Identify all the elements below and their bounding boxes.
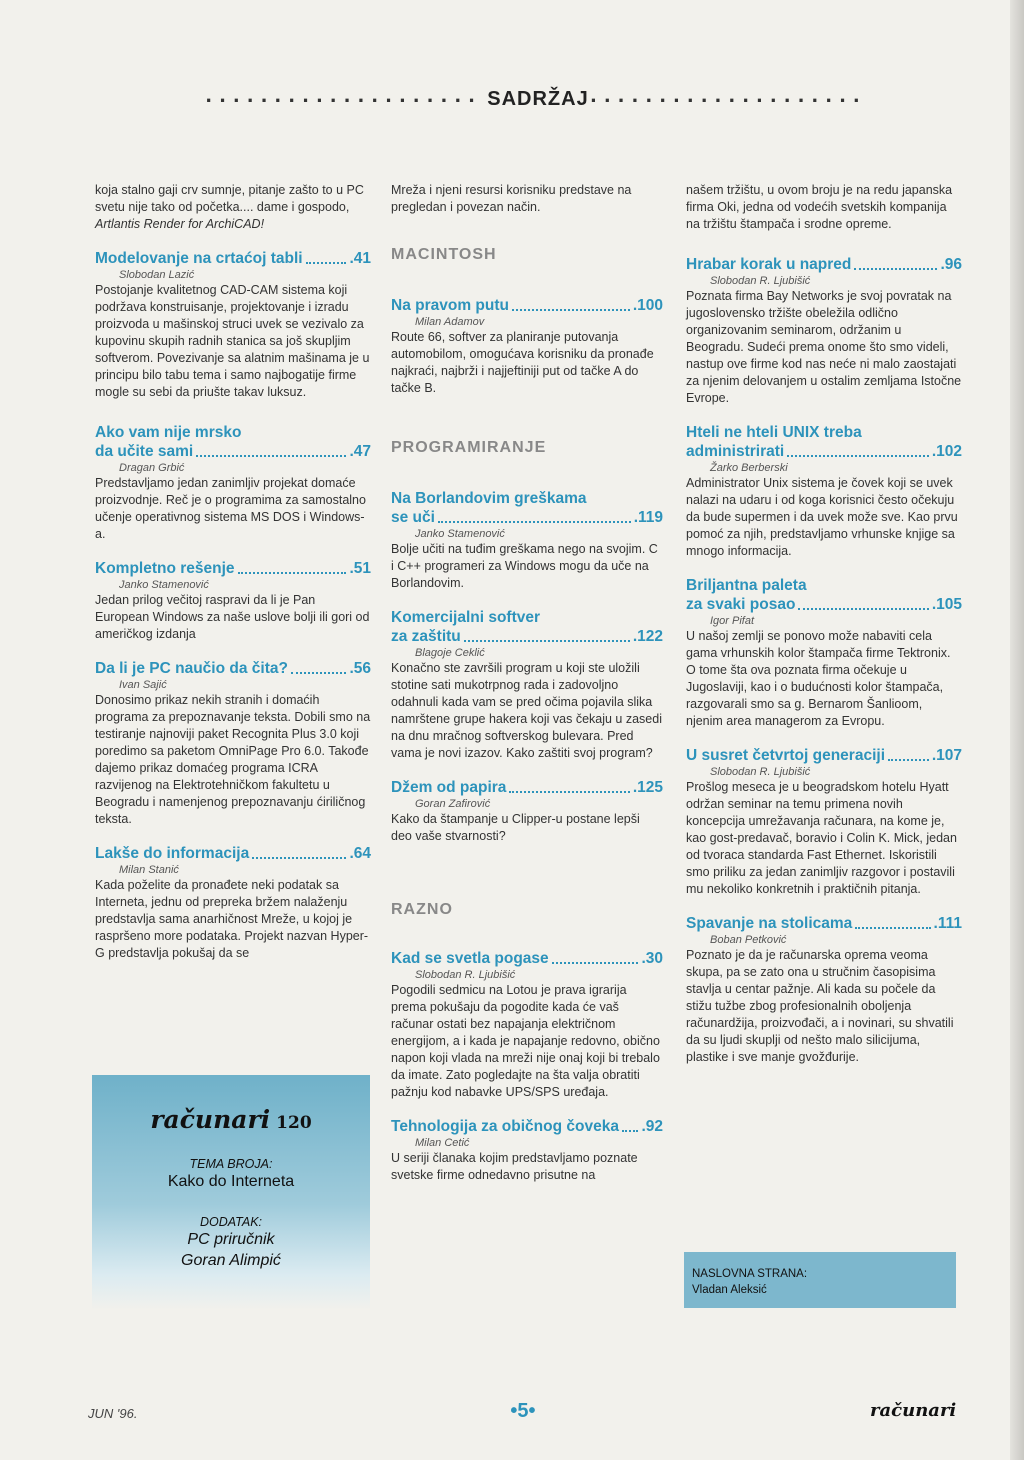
- section-heading-macintosh: MACINTOSH: [391, 246, 497, 263]
- page-number[interactable]: .92: [641, 1118, 663, 1135]
- page-number[interactable]: .125: [632, 779, 663, 796]
- dot-leader: [291, 672, 346, 674]
- entry-description: Postojanje kvalitetnog CAD-CAM sistema koji podržava konstruisanje, projektovanje i izradu proizvoda u mašinskoj struci uvek se vezivalo za kupovinu skupih radnih stanica sa još skupljim softverom. Povezivanje sa alatnim mašinama je u principu bilo tabu tema i samo najbogatije firme mogle su sebi da priušte takav luksuz.: [95, 283, 370, 399]
- entry-author: Goran Zafirović: [415, 798, 491, 810]
- footer-date: JUN '96.: [88, 1406, 138, 1421]
- entry-description: U našoj zemlji se ponovo može nabaviti cela gama vrhunskih kolor štampača firme Tektronix. O tome šta ova poznata firma očekuje u Jugoslaviji, kao i o budućnosti kolor štampača, razgovarali smo sa g. Bernarom Šanlioom, njenim area managerom za Evropu.: [686, 629, 951, 728]
- dot-leader: [855, 927, 930, 929]
- promo-addon-label: DODATAK:: [199, 1215, 263, 1229]
- toc-entry[interactable]: [391, 1117, 663, 1184]
- entry-title-line1[interactable]: Na Borlandovim greškama: [391, 490, 587, 507]
- entry-title-row[interactable]: [391, 1117, 663, 1136]
- entry-title-row[interactable]: [95, 844, 371, 863]
- entry-author: Boban Petković: [710, 934, 787, 946]
- entry-description: Predstavljamo jedan zanimljiv projekat domaće proizvodnje. Reč je o programima za samostalno učenje operativnog sistema MS DOS i Windows-a.: [95, 476, 366, 541]
- footer-logo: računari: [870, 1400, 957, 1421]
- dot-leader: [512, 309, 630, 311]
- page-title: SADRŽAJ: [487, 88, 589, 110]
- page-number[interactable]: .100: [632, 297, 663, 314]
- toc-entry[interactable]: [686, 746, 962, 898]
- column-3: [686, 182, 962, 1066]
- entry-description: Poznato je da je računarska oprema veoma skupa, pa se zato ona u stručnim časopisima stavlja u centar pažnje. Ali kada su počele da stižu tužbe zbog profesionalnih obolјenja računardžija, proizvođači, a i novinari, su shvatili da su ljudi skuplji od nešto malo silicijuma, plastike i sve manje gvožđurije.: [686, 948, 954, 1064]
- dot-leader: [306, 262, 347, 264]
- entry-title-row[interactable]: [686, 746, 962, 765]
- header-dots-left: ....................: [205, 86, 482, 107]
- dot-leader: [787, 455, 929, 457]
- entry-author: Žarko Berberski: [710, 462, 788, 474]
- entry-title[interactable]: Džem od papira: [391, 779, 507, 796]
- entry-description: Pogodili sedmicu na Lotou je prava igrarija prema pokušaju da pogodite kada će vaš računar ostati bez napajanja električnom energijom, a i kada je napajanje redovno, obično napon koji vlada na mreži nije onaj koji bi trebalo da imate. Zato pogledajte na šta valja obratiti pažnju kod nabavke UPS/SPS uređaja.: [391, 983, 660, 1099]
- dot-leader: [509, 791, 629, 793]
- entry-title-row[interactable]: [95, 559, 371, 578]
- entry-title-row[interactable]: [686, 595, 962, 614]
- page-number[interactable]: .107: [931, 747, 962, 764]
- entry-description: Kako da štampanje u Clipper-u postane lepši deo vaše stvarnosti?: [391, 812, 640, 843]
- dot-leader: [552, 962, 639, 964]
- entry-title-row[interactable]: [391, 508, 663, 527]
- page-number[interactable]: .56: [349, 660, 371, 677]
- entry-title-row[interactable]: [686, 255, 962, 274]
- entry-description: Bolje učiti na tuđim greškama nego na svojim. C i C++ programeri za Windows mogu da uče na Borlandovim.: [391, 542, 658, 590]
- toc-entry[interactable]: [95, 659, 371, 828]
- column-2-intro: Mreža i njeni resursi korisniku predstave na pregledan i povezan način.: [391, 183, 632, 214]
- page-number[interactable]: .41: [349, 250, 371, 267]
- entry-description: Konačno ste završili program u koji ste uložili stotine sati mukotrpnog rada i zadovoljno odahnuli kada vam se pred očima pojavila slika namrštene grupe hakera koji vas čekaju u zasedi na dnu mračnog softverskog bulevara. Pred vama je novi izazov. Kako zaštiti svoj program?: [391, 661, 662, 760]
- toc-entry[interactable]: [686, 914, 962, 1066]
- entry-author: Dragan Grbić: [119, 462, 185, 474]
- entry-description: Donosimo prikaz nekih stranih i domaćih programa za prepoznavanje teksta. Dobili smo na testiranje najnoviji paket Recognita Plus 3.0 koji poredimo sa paketom OmniPage Pro 6.0. Takođe dajemo prikaz domaćeg programa ICRA razvijenog na Elektrotehničkom fakultetu u Beogradu i namenjenog prepoznavanju ćiriličnog teksta.: [95, 693, 371, 826]
- entry-title[interactable]: za svaki posao: [686, 596, 796, 613]
- entry-author: Milan Cetić: [415, 1137, 470, 1149]
- entry-title-row[interactable]: [686, 914, 962, 933]
- entry-title[interactable]: administrirati: [686, 443, 785, 460]
- entry-title[interactable]: Spavanje na stolicama: [686, 915, 853, 932]
- entry-title-line1[interactable]: Briljantna paleta: [686, 577, 807, 594]
- promo-issue-number: 120: [276, 1113, 312, 1133]
- toc-entry[interactable]: [95, 844, 371, 962]
- entry-title[interactable]: Modelovanje na crtaćoj tabli: [95, 250, 303, 267]
- entry-title[interactable]: U susret četvrtoj generaciji: [686, 747, 885, 764]
- toc-entry[interactable]: [95, 559, 371, 643]
- entry-author: Janko Stamenović: [415, 528, 505, 540]
- cover-credit-box: [684, 1252, 956, 1308]
- column-2: [391, 182, 663, 1184]
- entry-title-row[interactable]: [95, 442, 371, 461]
- dot-leader: [854, 268, 937, 270]
- entry-author: Slobodan Lazić: [119, 269, 195, 281]
- page-number[interactable]: .30: [641, 950, 663, 967]
- entry-title[interactable]: Hrabar korak u napred: [686, 256, 852, 273]
- toc-entry[interactable]: [686, 576, 962, 730]
- cover-credit-label: NASLOVNA STRANA:: [692, 1268, 808, 1280]
- page-number[interactable]: .64: [349, 845, 371, 862]
- entry-author: Milan Adamov: [415, 316, 485, 328]
- dot-leader: [238, 572, 347, 574]
- entry-author: Milan Stanić: [119, 864, 179, 876]
- entry-title-row[interactable]: [686, 442, 962, 461]
- next-issue-promo: [92, 1075, 370, 1310]
- dot-leader: [888, 759, 929, 761]
- toc-entry[interactable]: [686, 255, 962, 407]
- toc-entry[interactable]: [391, 296, 663, 397]
- page-number[interactable]: .47: [349, 443, 371, 460]
- entry-title[interactable]: da učite sami: [95, 443, 194, 460]
- header-dots-right: ....................: [590, 86, 867, 107]
- entry-title[interactable]: Kompletno rešenje: [95, 560, 235, 577]
- page-edge: [1010, 0, 1024, 1460]
- entry-title[interactable]: Tehnologija za običnog čoveka: [391, 1118, 619, 1135]
- entry-author: Janko Stamenović: [119, 579, 209, 591]
- entry-title-line1[interactable]: Ako vam nije mrsko: [95, 424, 242, 441]
- entry-author: Ivan Sajić: [119, 679, 167, 691]
- toc-entry[interactable]: [391, 949, 663, 1101]
- intro-text: koja stalno gaji crv sumnje, pitanje zašto to u PC svetu nije tako od početka.... dame i gospodo,: [95, 183, 364, 214]
- promo-logo: računari: [150, 1105, 271, 1134]
- entry-title[interactable]: Da li je PC naučio da čita?: [95, 660, 288, 677]
- entry-description: Poznata firma Bay Networks je svoj povratak na jugoslovensko tržište obeležila odlično organizovanim seminarom, održanim u Beogradu. Sudeći prema onome što smo videli, nastup ove firme kod nas neće ni malo zaostajati za njenim delovanjem u ostalim zemljama Istočne Evrope.: [686, 289, 962, 405]
- column-3-intro: našem tržištu, u ovom broju je na redu japanska firma Oki, jedna od vodećih svetskih kompanija na tržištu štampača i srodne opreme.: [686, 183, 953, 231]
- section-heading-razno: RAZNO: [391, 901, 453, 918]
- promo-header: [92, 1105, 370, 1134]
- page-number[interactable]: .119: [633, 509, 663, 526]
- toc-entry[interactable]: [686, 423, 962, 560]
- entry-description: Route 66, softver za planiranje putovanja automobilom, omogućava korisniku da pronađe najkraći, najbrži i najjeftiniji put od tačke A do tačke B.: [391, 330, 654, 395]
- entry-title-row[interactable]: [391, 627, 663, 646]
- dot-leader: [438, 521, 631, 523]
- toc-entry[interactable]: [95, 249, 371, 401]
- toc-entry[interactable]: [391, 489, 663, 592]
- entry-author: Slobodan R. Ljubišić: [710, 766, 811, 778]
- entry-title[interactable]: Kad se svetla pogase: [391, 950, 549, 967]
- page-number[interactable]: .96: [940, 256, 962, 273]
- entry-description: Administrator Unix sistema je čovek koji se uvek nalazi na udaru i od koga korisnici često očekuju da bude supermen i da uvek može sve. Kao prvu pomoć za njih, predstavljamo vrhunske knjige sa mnogo informacija.: [686, 476, 958, 558]
- entry-description: Prošlog meseca je u beogradskom hotelu Hyatt održan seminar na temu primena novih koncepcija umrežavanja računara, na kome je, kao gost-predavač, boravio i Colin K. Mick, jedan od tvoraca standarda Fast Ethernet. Iskoristili smo priliku za jedan zanimljiv razgovor i postavili mu nekoliko konkretnih i praktičnih pitanja.: [686, 780, 957, 896]
- section-heading-programiranje: PROGRAMIRANJE: [391, 439, 547, 456]
- entry-description: Jedan prilog večitoj raspravi da li je Pan European Windows za naše uslove bolji ili gori od američkog izdanja: [95, 593, 370, 641]
- toc-entry[interactable]: [391, 778, 663, 845]
- intro-product-name: Artlantis Render for ArchiCAD!: [95, 217, 265, 231]
- promo-theme-label: TEMA BROJA:: [189, 1157, 273, 1171]
- entry-title-line1[interactable]: Hteli ne hteli UNIX treba: [686, 424, 862, 441]
- entry-title-row[interactable]: [391, 949, 663, 968]
- cover-credit-name: Vladan Aleksić: [692, 1284, 767, 1296]
- dot-leader: [464, 640, 630, 642]
- entry-description: U seriji članaka kojim predstavljamo poznate svetske firme odnedavno prisutne na: [391, 1151, 638, 1182]
- entry-author: Igor Pifat: [710, 615, 755, 627]
- page-number[interactable]: .105: [931, 596, 962, 613]
- entry-title-row[interactable]: [391, 296, 663, 315]
- entry-title-line1[interactable]: Komercijalni softver: [391, 609, 541, 626]
- column-1-intro: [95, 182, 371, 233]
- toc-entry[interactable]: [95, 423, 371, 543]
- entry-author: Slobodan R. Ljubišić: [415, 969, 516, 981]
- footer-page-number: •5•: [510, 1400, 536, 1422]
- entry-title[interactable]: za zaštitu: [391, 628, 461, 645]
- page-number[interactable]: .122: [632, 628, 663, 645]
- entry-title-row[interactable]: [391, 778, 663, 797]
- dot-leader: [196, 455, 346, 457]
- entry-author: Blagoje Ceklić: [415, 647, 485, 659]
- dot-leader: [798, 608, 928, 610]
- promo-addon-author: Goran Alimpić: [181, 1252, 281, 1269]
- entry-title[interactable]: Na pravom putu: [391, 297, 509, 314]
- column-1: [95, 182, 371, 962]
- entry-title[interactable]: Lakše do informacija: [95, 845, 250, 862]
- page-number[interactable]: .111: [933, 915, 962, 932]
- promo-addon-value: PC priručnik: [187, 1231, 275, 1248]
- promo-theme-value: Kako do Interneta: [167, 1173, 295, 1190]
- toc-entry[interactable]: [391, 608, 663, 762]
- page-number[interactable]: .102: [931, 443, 962, 460]
- dot-leader: [252, 857, 346, 859]
- entry-description: Kada poželite da pronađete neki podatak sa Interneta, jednu od prepreka bržem nalaženju predstavlja sama anarhičnost Mreže, u kojoj je raspršeno more podataka. Projekt nazvan Hyper-G predstavlja pokušaj da se: [95, 878, 369, 960]
- entry-author: Slobodan R. Ljubišić: [710, 275, 811, 287]
- dot-leader: [622, 1130, 638, 1132]
- entry-title-row[interactable]: [95, 249, 371, 268]
- entry-title-row[interactable]: [95, 659, 371, 678]
- entry-title[interactable]: se uči: [391, 509, 435, 526]
- page-number[interactable]: .51: [349, 560, 371, 577]
